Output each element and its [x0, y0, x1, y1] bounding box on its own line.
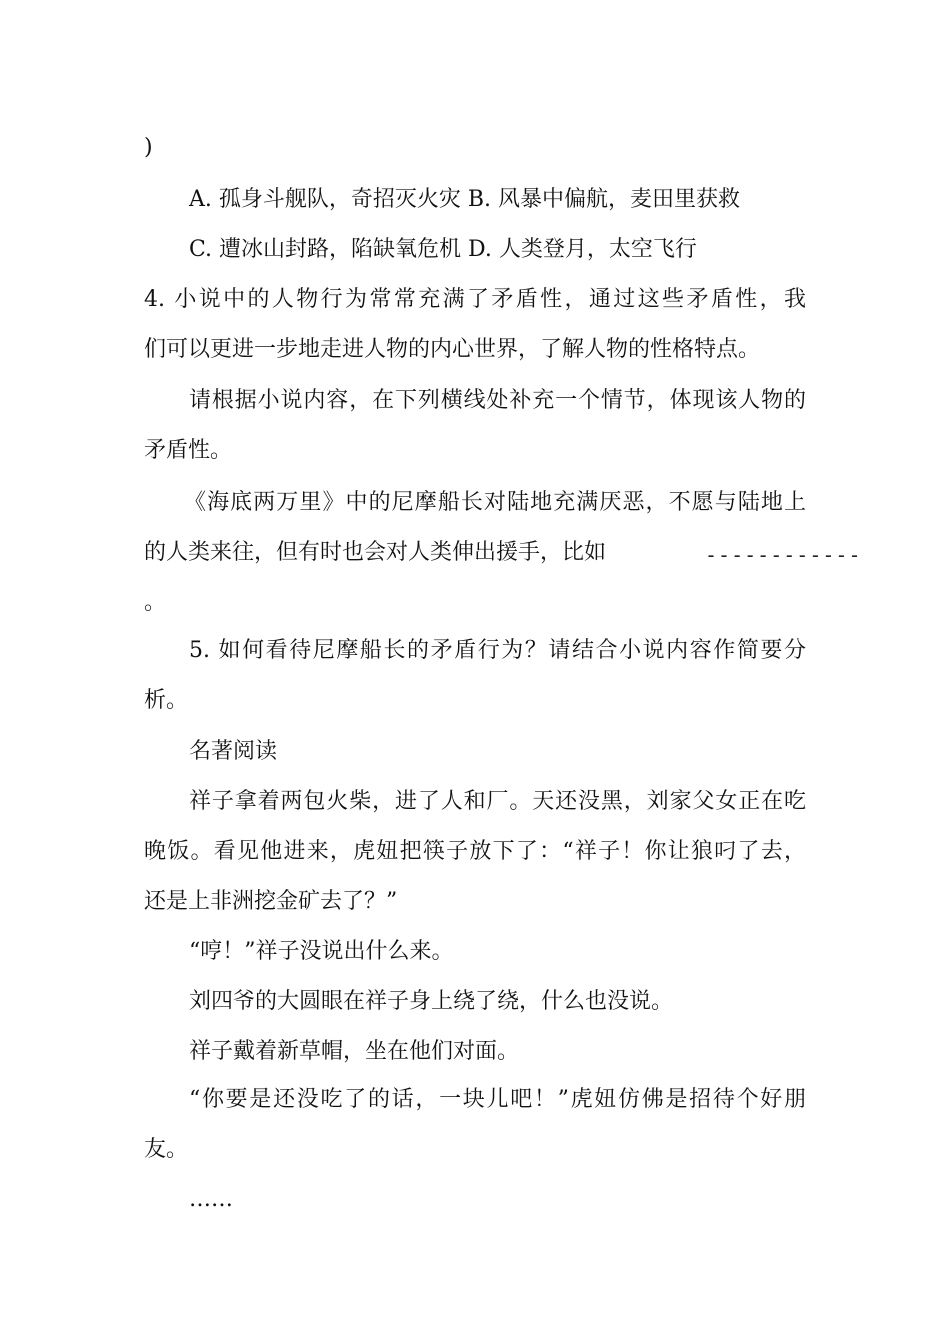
question-4-line-2: 们可以更进一步地走进人物的内心世界，了解人物的性格特点。 [144, 337, 761, 362]
passage-ellipsis: …… [189, 1187, 233, 1212]
paren-close: ) [144, 135, 153, 160]
prompt-line-1: 《海底两万里》中的尼摩船长对陆地充满厌恶，不愿与陆地上 [184, 490, 806, 515]
question-5-line-2: 析。 [144, 688, 189, 713]
passage-line-4: “哼！”祥子没说出什么来。 [189, 939, 454, 964]
passage-line-5: 刘四爷的大圆眼在祥子身上绕了绕，什么也没说。 [189, 989, 674, 1014]
instruction-line-1: 请根据小说内容，在下列横线处补充一个情节，体现该人物的 [189, 388, 806, 413]
question-4-line-1: 4. 小说中的人物行为常常充满了矛盾性，通过这些矛盾性，我 [144, 287, 806, 312]
passage-line-2: 晚饭。看见他进来，虎妞把筷子放下了：“祥子！你让狼叼了去， [144, 839, 806, 864]
passage-line-8: 友。 [144, 1137, 189, 1162]
section-heading: 名著阅读 [189, 739, 278, 764]
options-c-d: C. 遭冰山封路，陷缺氧危机 D. 人类登月，太空飞行 [189, 237, 697, 262]
passage-line-6: 祥子戴着新草帽，坐在他们对面。 [189, 1039, 520, 1064]
question-5-line-1: 5. 如何看待尼摩船长的矛盾行为？请结合小说内容作简要分 [189, 638, 806, 663]
passage-line-7: “你要是还没吃了的话，一块儿吧！”虎妞仿佛是招待个好朋 [189, 1087, 806, 1112]
answer-blank: ------------ [705, 543, 862, 567]
prompt-line-2: 的人类来往，但有时也会对人类伸出援手，比如 [144, 540, 607, 565]
instruction-line-2: 矛盾性。 [144, 438, 233, 463]
passage-line-1: 祥子拿着两包火柴，进了人和厂。天还没黑，刘家父女正在吃 [189, 789, 806, 814]
prompt-end-period: 。 [144, 590, 167, 615]
options-a-b: A. 孤身斗舰队，奇招灭火灾 B. 风暴中偏航，麦田里获救 [189, 187, 741, 212]
passage-line-3: 还是上非洲挖金矿去了？” [144, 889, 398, 914]
